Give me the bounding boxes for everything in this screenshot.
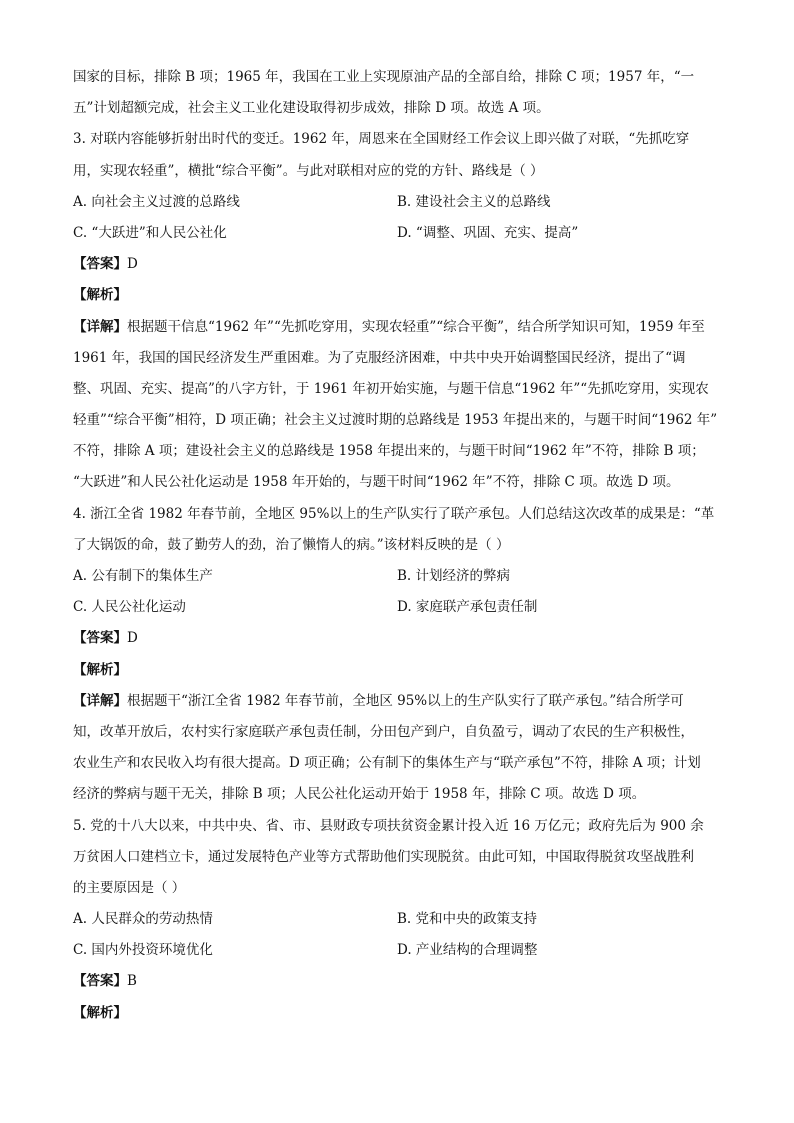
- option-right: D. “调整、巩固、充实、提高”: [397, 224, 579, 241]
- text-line: 5. 党的十八大以来，中共中央、省、市、县财政专项扶贫资金累计投入近 16 万亿元；政府先后为 900 余: [73, 817, 704, 834]
- option-left: C. 国内外投资环境优化: [73, 942, 213, 959]
- text-line: 轻重”“综合平衡”相符，D 项正确；社会主义过渡时期的总路线是 1953 年提出来的，与题干时间“1962 年”: [73, 412, 718, 429]
- text-line: 的主要原因是（ ）: [73, 879, 186, 896]
- text-line: 整、巩固、充实、提高”的八字方针，于 1961 年初开始实施，与题干信息“1962 年”“先抓吃穿用，实现农: [73, 380, 709, 397]
- section-tag: 【详解】: [73, 692, 127, 709]
- tagged-line: [73, 655, 727, 686]
- text-line: 国家的目标，排除 B 项；1965 年，我国在工业上实现原油产品的全部自给，排除 C 项；1957 年，“一: [73, 69, 695, 85]
- tagged-line: [73, 686, 727, 717]
- text-line: 4. 浙江全省 1982 年春节前，全地区 95%以上的生产队实行了联产承包。人们总结这次改革的成果是：“革: [73, 505, 715, 522]
- section-tag: 【解析】: [73, 661, 127, 678]
- answer-options-row: [73, 904, 727, 935]
- option-left: C. 人民公社化运动: [73, 599, 186, 616]
- text-line: 农业生产和农民收入均有很大提高。D 项正确；公有制下的集体生产与“联产承包”不符，排除 A 项；计划: [73, 755, 701, 772]
- text-line: 万贫困人口建档立卡，通过发展特色产业等方式帮助他们实现脱贫。由此可知，中国取得脱贫攻坚战胜利: [73, 848, 694, 865]
- text-line: 知，改革开放后，农村实行家庭联产承包责任制，分田包产到户，自负盈亏，调动了农民的生产积极性，: [73, 723, 694, 740]
- text-line: 不符，排除 A 项；建设社会主义的总路线是 1958 年提出来的，与题干时间“1962 年”不符，排除 B 项；: [73, 443, 705, 460]
- answer-options-row: [73, 935, 727, 966]
- section-tag: 【解析】: [73, 287, 127, 304]
- tagged-line: [73, 280, 727, 311]
- option-right: B. 建设社会主义的总路线: [397, 193, 551, 210]
- tagged-text: D: [127, 630, 138, 647]
- option-left: C. “大跃进”和人民公社化: [73, 224, 227, 241]
- option-right: D. 产业结构的合理调整: [397, 942, 538, 959]
- text-line: 五”计划超额完成，社会主义工业化建设取得初步成效，排除 D 项。故选 A 项。: [73, 100, 550, 117]
- tagged-line: [73, 998, 727, 1029]
- tagged-line: [73, 312, 727, 343]
- answer-options-row: [73, 561, 727, 592]
- tagged-text: D: [127, 256, 138, 273]
- option-right: B. 计划经济的弊病: [397, 568, 511, 584]
- text-line: 经济的弊病与题干无关，排除 B 项；人民公社化运动开始于 1958 年，排除 C 项。故选 D 项。: [73, 786, 646, 803]
- text-line: 3. 对联内容能够折射出时代的变迁。1962 年，周恩来在全国财经工作会议上即兴做了对联，“先抓吃穿: [73, 131, 690, 148]
- text-line: “大跃进”和人民公社化运动是 1958 年开始的，与题干时间“1962 年”不符，排除 C 项。故选 D 项。: [73, 474, 680, 491]
- answer-options-row: [73, 592, 727, 623]
- section-tag: 【详解】: [73, 318, 127, 335]
- tagged-line: [73, 966, 727, 997]
- option-right: D. 家庭联产承包责任制: [397, 599, 538, 616]
- tagged-line: [73, 249, 727, 280]
- section-tag: 【答案】: [73, 630, 127, 647]
- option-left: A. 公有制下的集体生产: [73, 568, 213, 584]
- section-tag: 【解析】: [73, 1004, 127, 1021]
- option-left: A. 人民群众的劳动热情: [73, 911, 213, 928]
- section-tag: 【答案】: [73, 256, 127, 273]
- text-line: 1961 年，我国的国民经济发生严重困难。为了克服经济困难，中共中央开始调整国民经济，提出了“调: [73, 349, 686, 366]
- tagged-text: B: [127, 973, 137, 990]
- text-line: 用，实现农轻重”，横批“综合平衡”。与此对联相对应的党的方针、路线是（ ）: [73, 162, 544, 179]
- option-left: A. 向社会主义过渡的总路线: [73, 193, 240, 210]
- option-right: B. 党和中央的政策支持: [397, 911, 538, 928]
- answer-options-row: [73, 187, 727, 218]
- tagged-line: [73, 623, 727, 654]
- text-line: 了大锅饭的命，鼓了勤劳人的劲，治了懒惰人的病。”该材料反映的是（ ）: [73, 536, 510, 553]
- document-page: [73, 62, 727, 1029]
- tagged-text: 根据题干“浙江全省 1982 年春节前，全地区 95%以上的生产队实行了联产承包。”结合所学可: [127, 692, 684, 709]
- answer-options-row: [73, 218, 727, 249]
- tagged-text: 根据题干信息“1962 年”“先抓吃穿用，实现农轻重”“综合平衡”，结合所学知识可知，1959 年至: [127, 318, 705, 335]
- section-tag: 【答案】: [73, 973, 127, 990]
